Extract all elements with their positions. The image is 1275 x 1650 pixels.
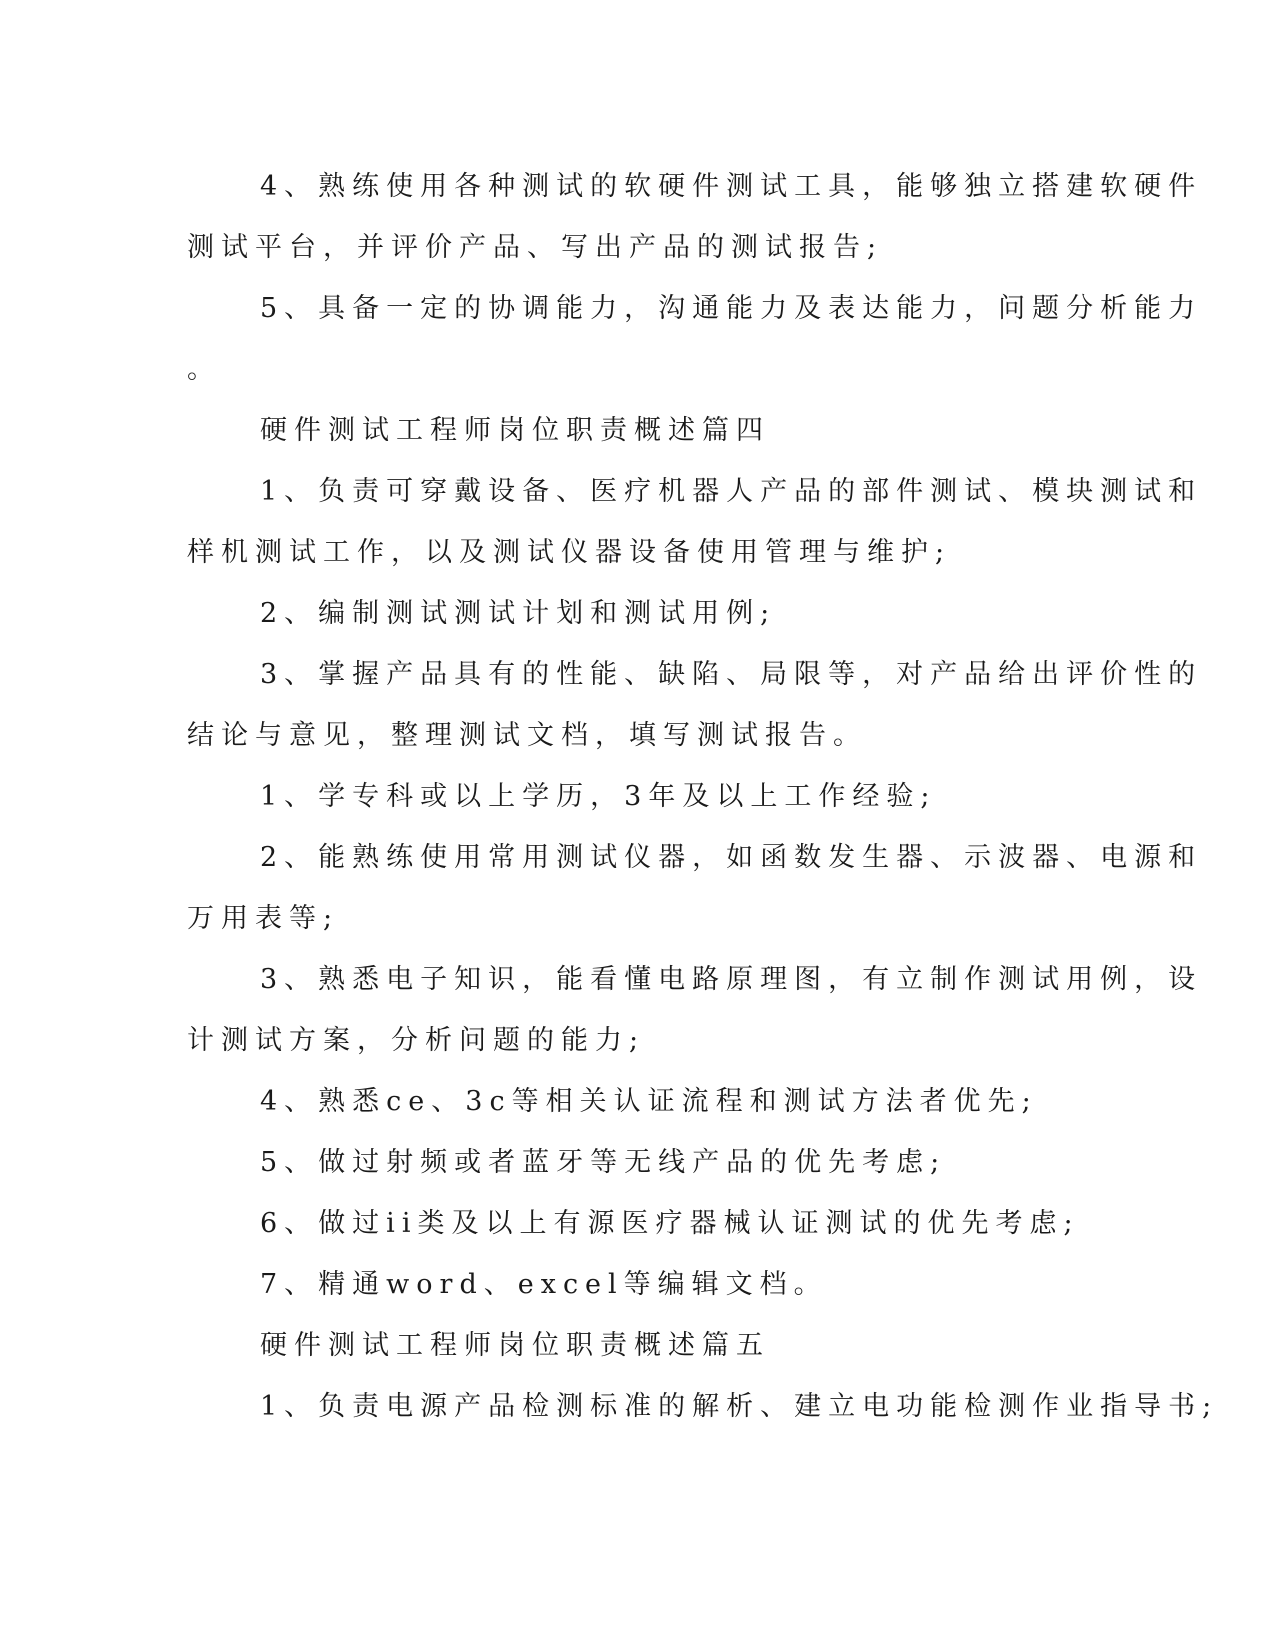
- text-line: 计测试方案，分析问题的能力;: [187, 1025, 646, 1056]
- paragraph: [187, 1193, 1080, 1254]
- text-line: 4、熟悉ce、3c等相关认证流程和测试方法者优先;: [260, 1086, 1038, 1117]
- text-line: 6、做过ii类及以上有源医疗器械认证测试的优先考虑;: [260, 1208, 1080, 1239]
- paragraph: [187, 1376, 1219, 1437]
- paragraph: [187, 583, 1067, 644]
- section-heading-text: 硬件测试工程师岗位职责概述篇五: [260, 1330, 770, 1361]
- paragraph: [187, 156, 1203, 278]
- paragraph: [187, 827, 1203, 949]
- text-line: 3、熟悉电子知识，能看懂电路原理图，有立制作测试用例，设: [260, 964, 1203, 995]
- text-line: 5、做过射频或者蓝牙等无线产品的优先考虑;: [260, 1147, 947, 1178]
- text-line: 1、学专科或以上学历，3年及以上工作经验;: [260, 781, 937, 812]
- text-line: 7、精通word、excel等编辑文档。: [260, 1269, 828, 1300]
- section-heading-text: 硬件测试工程师岗位职责概述篇四: [260, 415, 770, 446]
- text-line: 4、熟练使用各种测试的软硬件测试工具，能够独立搭建软硬件: [260, 171, 1203, 202]
- document-body: [187, 156, 1219, 1437]
- paragraph: [187, 1132, 1067, 1193]
- paragraph: [187, 278, 1203, 400]
- paragraph: [187, 766, 1067, 827]
- text-line: 。: [187, 354, 221, 385]
- paragraph: [187, 461, 1203, 583]
- section-heading: [187, 400, 1067, 461]
- text-line: 1、负责可穿戴设备、医疗机器人产品的部件测试、模块测试和: [260, 476, 1203, 507]
- text-line: 测试平台，并评价产品、写出产品的测试报告;: [187, 232, 884, 263]
- text-line: 样机测试工作，以及测试仪器设备使用管理与维护;: [187, 537, 952, 568]
- paragraph: [187, 1071, 1067, 1132]
- paragraph: [187, 949, 1203, 1071]
- section-heading: [187, 1315, 1067, 1376]
- text-line: 2、能熟练使用常用测试仪器，如函数发生器、示波器、电源和: [260, 842, 1203, 873]
- text-line: 1、负责电源产品检测标准的解析、建立电功能检测作业指导书;: [260, 1391, 1219, 1422]
- text-line: 结论与意见，整理测试文档，填写测试报告。: [187, 720, 867, 751]
- text-line: 5、具备一定的协调能力，沟通能力及表达能力，问题分析能力: [260, 293, 1203, 324]
- text-line: 万用表等;: [187, 903, 340, 934]
- text-line: 3、掌握产品具有的性能、缺陷、局限等，对产品给出评价性的: [260, 659, 1203, 690]
- text-line: 2、编制测试测试计划和测试用例;: [260, 598, 777, 629]
- paragraph: [187, 644, 1203, 766]
- paragraph: [187, 1254, 1067, 1315]
